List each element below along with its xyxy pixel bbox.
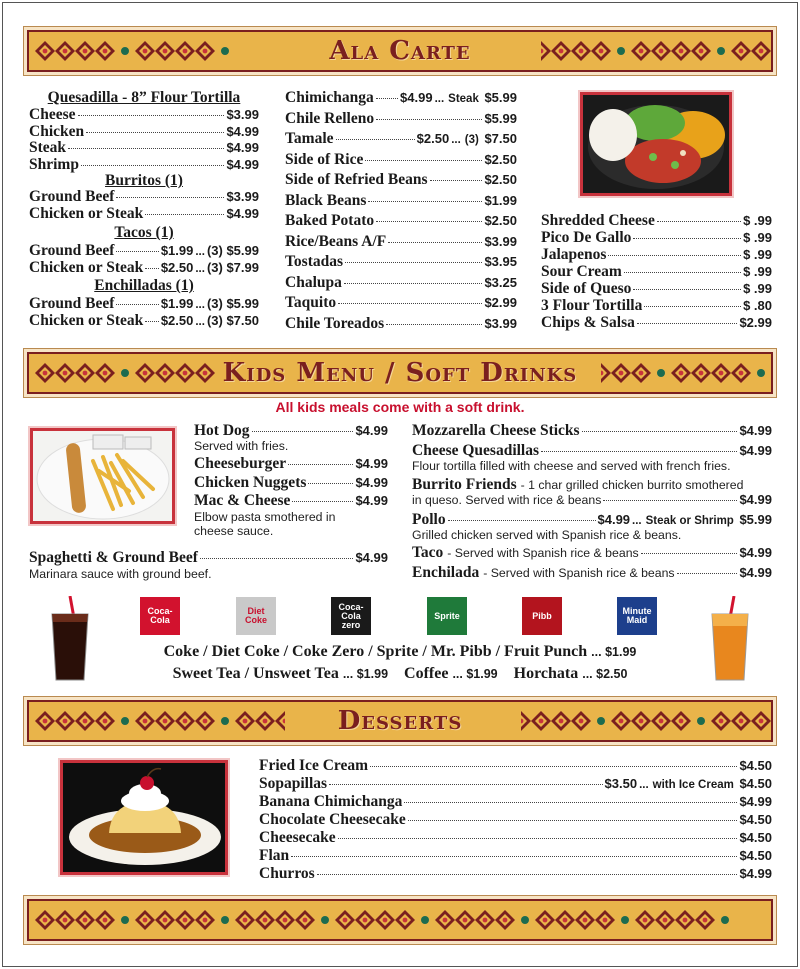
dot-leader — [78, 115, 225, 116]
item-desc: in queso. Served with rice & beans — [412, 493, 602, 507]
item-price: $2.50 — [416, 131, 450, 146]
item-price: $4.99 — [739, 443, 772, 458]
kids-title: Kids Menu / Soft Drinks — [222, 358, 578, 388]
menu-item — [412, 422, 772, 440]
item-price: $4.99 — [355, 423, 388, 438]
item-price: $4.99 — [739, 545, 772, 560]
item-price: $7.99 — [222, 259, 259, 275]
menu-item — [29, 242, 259, 260]
item-price: $5.99 — [480, 90, 517, 105]
item-price: $4.99 — [739, 423, 772, 438]
menu-item — [541, 297, 772, 315]
item-price: $4.99 — [226, 123, 259, 139]
kids-photo — [30, 428, 175, 524]
menu-item — [259, 811, 772, 829]
separator: ... — [195, 315, 205, 328]
menu-item — [541, 280, 772, 298]
quesadilla-header: Quesadilla - 8” Flour Tortilla — [47, 89, 241, 106]
menu-item — [259, 865, 772, 883]
menu-item — [259, 775, 772, 793]
dot-leader — [308, 483, 353, 484]
menu-item — [285, 315, 517, 333]
tribal-pattern-icon — [601, 358, 771, 388]
item-desc: Elbow pasta smothered in — [194, 510, 336, 524]
item-price: $4.50 — [735, 776, 772, 791]
menu-item — [412, 544, 772, 562]
item-name: Chicken or Steak — [29, 311, 144, 329]
item-price: $5.99 — [222, 296, 259, 311]
item-extra: with Ice Cream — [652, 779, 734, 791]
dot-leader — [430, 180, 483, 181]
menu-item — [29, 156, 259, 174]
item-price: $2.99 — [739, 315, 772, 330]
dot-leader — [344, 283, 483, 284]
dot-leader — [116, 251, 158, 252]
menu-item — [412, 442, 772, 460]
coffee-label: Coffee — [404, 665, 449, 682]
item-price: $ .80 — [743, 298, 772, 313]
dot-leader — [657, 221, 741, 222]
alacarte-title: Ala Carte — [329, 36, 471, 66]
item-name: Ground Beef — [29, 242, 115, 259]
dot-leader — [641, 553, 738, 554]
item-name: Cheeseburger — [194, 455, 287, 472]
item-extra: Steak — [448, 93, 479, 105]
menu-item — [29, 123, 259, 141]
item-price: $4.99 — [226, 140, 259, 155]
item-name: Banana Chimichanga — [259, 793, 403, 810]
separator: ... — [632, 515, 642, 527]
tea-price: $1.99 — [356, 667, 389, 681]
item-price: $5.99 — [484, 110, 517, 126]
item-name: Pollo — [412, 511, 446, 528]
item-name: Sour Cream — [541, 263, 622, 280]
dot-leader — [336, 139, 415, 140]
item-price: $3.99 — [226, 107, 259, 122]
item-price: $4.50 — [739, 812, 772, 827]
dot-leader — [677, 573, 738, 574]
item-desc: - 1 char grilled chicken burrito smothered — [520, 478, 744, 492]
item-name: Enchilada — [412, 564, 480, 581]
dot-leader — [338, 303, 482, 304]
item-name: Baked Potato — [285, 212, 375, 229]
item-price: $4.99 — [400, 90, 433, 105]
dot-leader — [376, 221, 482, 222]
menu-item — [285, 110, 517, 128]
dot-leader — [368, 201, 482, 202]
dot-leader — [81, 165, 224, 166]
item-price: $ .99 — [743, 213, 772, 228]
item-name: Spaghetti & Ground Beef — [29, 549, 198, 566]
item-qty: (3) — [206, 259, 223, 275]
item-name: Churros — [259, 865, 315, 882]
item-name: Shrimp — [29, 155, 79, 173]
coca-cola-logo-icon: Coca-Cola — [140, 597, 180, 635]
item-name: Chimichanga — [285, 89, 374, 106]
horchata-label: Horchata — [513, 665, 579, 682]
dot-leader — [291, 856, 737, 857]
menu-item — [194, 492, 388, 510]
item-name: Pico De Gallo — [541, 229, 632, 246]
item-desc: Marinara sauce with ground beef. — [29, 567, 212, 581]
item-price: $2.50 — [484, 213, 517, 228]
item-price: $3.25 — [484, 274, 517, 290]
menu-item — [194, 455, 388, 473]
dot-leader — [404, 802, 737, 803]
separator: ... — [639, 779, 649, 791]
dessert-photo — [60, 760, 228, 875]
item-price: $3.50 — [604, 776, 638, 791]
item-name: Chicken Nuggets — [194, 474, 307, 491]
menu-item — [29, 106, 259, 124]
menu-item — [259, 847, 772, 865]
soft-drinks-line: Coke / Diet Coke / Coke Zero / Sprite / Mr. Pibb / Fruit Punch ... $1.99 — [163, 643, 637, 660]
dot-leader — [376, 98, 398, 99]
item-name: Cheesecake — [259, 829, 336, 846]
menu-item — [285, 171, 517, 189]
dot-leader — [376, 119, 482, 120]
menu-item — [541, 263, 772, 281]
horchata-price: $2.50 — [596, 667, 628, 681]
tribal-pattern-icon — [35, 905, 771, 935]
soft-drinks-list: Coke / Diet Coke / Coke Zero / Sprite / Mr. Pibb / Fruit Punch — [163, 643, 588, 660]
menu-item — [285, 253, 517, 271]
minute-maid-logo-icon: Minute Maid — [617, 597, 657, 635]
dot-leader — [370, 766, 737, 767]
separator: ... — [434, 93, 445, 105]
menu-item — [541, 229, 772, 247]
item-name: Chicken or Steak — [29, 204, 144, 222]
item-price: $2.50 — [484, 151, 517, 167]
separator: ... — [451, 134, 461, 146]
dot-leader — [317, 874, 738, 875]
item-price: $1.99 — [484, 192, 517, 208]
item-name: Chalupa — [285, 273, 342, 291]
menu-item — [412, 511, 772, 529]
dot-leader — [145, 268, 159, 269]
menu-item — [412, 492, 772, 507]
toppings-bowl-image — [583, 95, 729, 193]
dot-leader — [338, 838, 738, 839]
tribal-pattern-icon — [521, 706, 771, 736]
item-price: $ .99 — [743, 247, 772, 262]
dot-leader — [345, 262, 482, 263]
menu-item — [541, 314, 772, 332]
menu-item — [29, 312, 259, 330]
menu-item — [29, 259, 259, 277]
item-name: Ground Beef — [29, 188, 115, 205]
dot-leader — [608, 255, 741, 256]
kids-note: All kids meals come with a soft drink. — [275, 399, 525, 415]
item-name: Mac & Cheese — [194, 492, 291, 509]
dot-leader — [292, 501, 353, 502]
item-price: $3.95 — [484, 254, 517, 269]
item-name: Chips & Salsa — [541, 314, 635, 331]
item-price: $7.50 — [480, 131, 517, 146]
coffee-price: $1.99 — [466, 667, 498, 681]
item-price: $3.99 — [226, 189, 259, 204]
diet-coke-logo-icon: Diet Coke — [236, 597, 276, 635]
tribal-pattern-icon — [541, 36, 771, 66]
item-price: $ .99 — [743, 230, 772, 245]
item-price: $2.99 — [484, 295, 517, 310]
dot-leader — [200, 558, 354, 559]
item-price: $2.50 — [484, 172, 517, 187]
item-name: Sopapillas — [259, 775, 328, 792]
footer-banner — [27, 899, 773, 941]
dot-leader — [408, 820, 738, 821]
dot-leader — [116, 304, 158, 305]
item-name: Hot Dog — [194, 422, 250, 439]
dot-leader — [637, 323, 738, 324]
dot-leader — [388, 242, 482, 243]
item-desc: - Served with Spanish rice & beans — [483, 566, 675, 580]
item-price: $7.50 — [222, 312, 259, 328]
menu-item — [194, 474, 388, 492]
item-name: Cheese — [29, 106, 76, 123]
item-desc: cheese sauce. — [194, 524, 274, 538]
dot-leader — [252, 431, 354, 432]
menu-item — [412, 564, 772, 582]
item-desc: - Served with Spanish rice & beans — [447, 546, 639, 560]
dot-leader — [116, 197, 224, 198]
item-price: $ .99 — [743, 264, 772, 279]
dot-leader — [386, 324, 482, 325]
menu-item — [285, 130, 517, 148]
item-price: $4.99 — [739, 794, 772, 809]
separator: ... — [195, 262, 205, 275]
dot-leader — [633, 289, 741, 290]
dot-leader — [68, 148, 224, 149]
item-extra: Steak or Shrimp — [645, 515, 734, 527]
item-price: $4.50 — [739, 848, 772, 863]
dot-leader — [541, 451, 737, 452]
flan-image — [63, 763, 225, 872]
item-name: Cheese Quesadillas — [412, 442, 540, 459]
item-name: Fried Ice Cream — [259, 757, 369, 774]
item-price: $4.99 — [355, 475, 388, 490]
menu-item — [29, 205, 259, 223]
item-name: Shredded Cheese — [541, 212, 655, 229]
tacos-header: Tacos (1) — [114, 224, 174, 241]
tea-coffee-line: Sweet Tea / Unsweet Tea ... $1.99 Coffee ... $1.99 Horchata ... $2.50 — [172, 665, 628, 682]
soft-drinks-price: $1.99 — [605, 645, 637, 659]
item-name: Rice/Beans A/F — [285, 232, 387, 250]
coke-zero-logo-icon: Coca-Cola zero — [331, 597, 371, 635]
menu-item — [259, 793, 772, 811]
item-qty: (3) — [206, 243, 223, 258]
menu-item — [29, 295, 259, 313]
item-price: $4.99 — [226, 156, 259, 172]
menu-item — [29, 188, 259, 206]
item-qty: (3) — [206, 312, 223, 328]
item-price: $ .99 — [743, 281, 772, 296]
menu-item — [29, 139, 259, 157]
item-name: Tamale — [285, 130, 334, 147]
menu-item — [285, 151, 517, 169]
menu-item — [285, 294, 517, 312]
dot-leader — [603, 500, 737, 501]
item-price: $2.50 — [160, 259, 194, 275]
menu-item — [194, 422, 388, 440]
item-name: Steak — [29, 139, 67, 156]
item-price: $4.99 — [739, 492, 772, 507]
tea-label: Sweet Tea / Unsweet Tea — [172, 665, 339, 682]
dot-leader — [145, 214, 224, 215]
dot-leader — [329, 784, 602, 785]
dot-leader — [288, 464, 353, 465]
item-price: $5.99 — [735, 512, 772, 527]
menu-item — [285, 274, 517, 292]
item-name: Taquito — [285, 294, 337, 311]
dot-leader — [145, 321, 159, 322]
menu-item — [29, 549, 388, 567]
item-name: Chile Toreados — [285, 314, 385, 332]
sprite-logo-icon: Sprite — [427, 597, 467, 635]
item-price: $5.99 — [222, 243, 259, 258]
kids-banner — [27, 352, 773, 394]
desserts-title: Desserts — [337, 706, 463, 736]
item-price: $4.99 — [355, 456, 388, 471]
item-desc: Grilled chicken served with Spanish rice & beans. — [412, 528, 682, 542]
item-price: $4.99 — [739, 866, 772, 881]
item-price: $2.50 — [160, 312, 194, 328]
item-price: $4.50 — [739, 830, 772, 845]
item-name: Taco — [412, 544, 444, 561]
item-price: $1.99 — [160, 296, 194, 311]
enchiladas-header: Enchilladas (1) — [94, 277, 194, 294]
menu-item — [541, 246, 772, 264]
menu-item — [285, 192, 517, 210]
item-name: Flan — [259, 847, 290, 864]
item-name: Burrito Friends — [412, 476, 517, 493]
item-name: Chicken or Steak — [29, 258, 144, 276]
pibb-logo-icon: Pibb — [522, 597, 562, 635]
dot-leader — [365, 160, 482, 161]
item-name: Mozzarella Cheese Sticks — [412, 422, 580, 439]
dot-leader — [633, 238, 741, 239]
item-name: Black Beans — [285, 191, 367, 209]
item-price: $3.99 — [484, 315, 517, 331]
menu-item — [259, 829, 772, 847]
item-price: $4.99 — [739, 565, 772, 580]
dot-leader — [624, 272, 741, 273]
item-price: $4.99 — [355, 550, 388, 565]
separator: ... — [195, 246, 205, 258]
item-name: Chocolate Cheesecake — [259, 811, 406, 828]
separator: ... — [195, 299, 205, 311]
dot-leader — [582, 431, 738, 432]
item-name: Tostadas — [285, 253, 344, 270]
item-price: $4.99 — [355, 493, 388, 508]
hotdog-fries-image — [33, 431, 172, 521]
burritos-header: Burritos (1) — [105, 172, 183, 189]
item-desc: Served with fries. — [194, 439, 289, 453]
item-qty: (3) — [206, 296, 223, 311]
item-price: $4.50 — [739, 758, 772, 773]
desserts-banner — [27, 700, 773, 742]
dot-leader — [448, 520, 596, 521]
item-name: Side of Queso — [541, 280, 632, 297]
item-name: Ground Beef — [29, 295, 115, 312]
menu-item — [541, 212, 772, 230]
item-price: $4.99 — [226, 205, 259, 221]
item-name: Chile Relleno — [285, 109, 375, 127]
dot-leader — [86, 132, 224, 133]
item-desc: Flour tortilla filled with cheese and served with french fries. — [412, 459, 731, 473]
alacarte-banner — [27, 30, 773, 72]
item-extra: (3) — [464, 134, 479, 146]
item-price: $3.99 — [484, 233, 517, 249]
item-price: $4.99 — [597, 512, 631, 527]
ala-carte-photo — [580, 92, 732, 196]
item-name: Side of Rice — [285, 150, 364, 168]
menu-item — [285, 212, 517, 230]
menu-item — [259, 757, 772, 775]
item-name: Jalapenos — [541, 246, 607, 263]
item-name: 3 Flour Tortilla — [541, 297, 643, 314]
dot-leader — [644, 306, 741, 307]
item-name: Side of Refried Beans — [285, 171, 428, 188]
item-name: Chicken — [29, 122, 85, 140]
item-price: $1.99 — [160, 243, 194, 258]
menu-item — [285, 89, 517, 107]
menu-item — [285, 233, 517, 251]
